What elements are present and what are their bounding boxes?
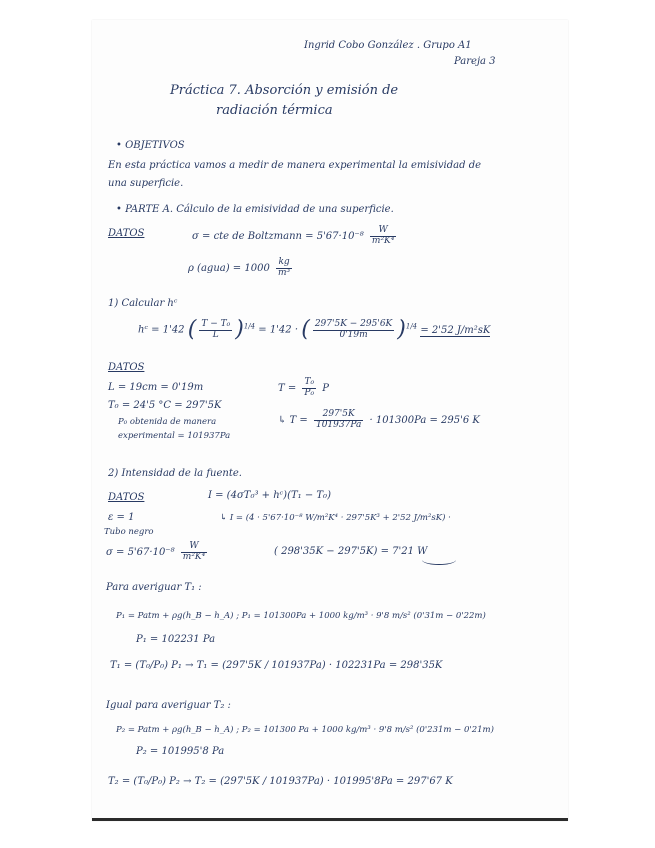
page-title: Práctica 7. Absorción y emisión de xyxy=(170,83,399,98)
hc-result: = 2'52 J/m²sK xyxy=(420,324,491,336)
t-arrow: ↳ T = xyxy=(278,414,308,426)
t-frac-num: T₀ xyxy=(302,378,316,389)
t-frac xyxy=(302,378,316,399)
sigma-val-units xyxy=(181,542,207,563)
t2-tail: · 101300Pa = 295'6 K xyxy=(369,414,480,426)
pair-number: Pareja 3 xyxy=(454,56,496,67)
hc-mid: = 1'42 · xyxy=(258,324,299,336)
datos3-label: DATOS xyxy=(108,492,145,503)
hc-frac2-den: 0'19m xyxy=(339,329,368,340)
step1-heading: 1) Calcular hᶜ xyxy=(108,298,178,309)
rho-units xyxy=(276,258,292,279)
p0-note-2: experimental = 101937Pa xyxy=(118,431,231,441)
p2-equation: P₂ = Patm + ρg(h_B − h_A) ; P₂ = 101300 Pa + 1000 kg/m³ · 9'8 m/s² (0'231m − 0'21m) xyxy=(116,725,494,735)
hc-frac2 xyxy=(313,320,394,341)
hc-exponent-2: 1/4 xyxy=(405,322,418,331)
t2-frac-den: 101937Pa xyxy=(315,419,362,430)
result-underline-arc xyxy=(422,560,456,565)
objectives-heading: • OBJETIVOS xyxy=(116,140,185,151)
t-frac-den: P₀ xyxy=(304,387,315,398)
hc-lhs: hᶜ = 1'42 xyxy=(138,324,185,336)
hc-formula: hᶜ = 1'42 ( $\frac{\text{T − T₀}}{L}$ )$^{1/4}$ = 1'42 · ( $\frac{297'5K - 295'6K}{0'19m}$ )$^{1/4}$ = 2'52 J/m²sK xyxy=(138,317,491,342)
emissivity: ε = 1 xyxy=(108,512,135,523)
rho-water xyxy=(188,258,295,279)
intensity-result: ( 298'35K − 297'5K) = 7'21 W xyxy=(274,546,428,557)
sigma-constant xyxy=(192,226,399,247)
t2-equation: T₂ = (T₀/P₀) P₂ → T₂ = (297'5K / 101937Pa) · 101995'8Pa = 297'67 K xyxy=(108,776,453,787)
hc-frac2-num: 297'5K − 295'6K xyxy=(314,318,393,329)
intensity-formula: I = (4σT₀³ + hᶜ)(T₁ − T₀) xyxy=(208,490,331,501)
sigma-units-den: m²K⁴ xyxy=(371,235,395,246)
t2-frac-num: 297'5K xyxy=(314,410,363,421)
p1-equation: P₁ = Patm + ρg(h_B − h_A) ; P₁ = 101300Pa + 1000 kg/m³ · 9'8 m/s² (0'31m − 0'22m) xyxy=(116,611,486,621)
notebook-page xyxy=(92,20,568,821)
t1-heading: Para averiguar T₁ : xyxy=(106,582,202,593)
sigma-text: σ = cte de Boltzmann = 5'67·10⁻⁸ xyxy=(192,230,364,242)
datos-label: DATOS xyxy=(108,228,145,239)
rho-text: ρ (agua) = 1000 xyxy=(188,262,270,274)
rho-units-num: kg xyxy=(276,258,292,269)
step2-heading: 2) Intensidad de la fuente. xyxy=(108,468,242,479)
t0-value: T₀ = 24'5 °C = 297'5K xyxy=(108,400,222,411)
t-over-p-formula xyxy=(278,378,329,399)
t-eq: T = xyxy=(278,382,297,394)
p2-value: P₂ = 101995'8 Pa xyxy=(136,746,225,757)
hc-frac-num: T − T₀ xyxy=(201,318,231,329)
p1-value: P₁ = 102231 Pa xyxy=(136,634,216,645)
intensity-substitution: ↳ I = (4 · 5'67·10⁻⁸ W/m²K⁴ · 297'5K³ + 2'52 J/m²sK) · xyxy=(220,513,451,523)
t2-heading: Igual para averiguar T₂ : xyxy=(106,700,231,711)
sigma-val-text: σ = 5'67·10⁻⁸ xyxy=(106,546,175,558)
hc-exponent: 1/4 xyxy=(243,322,256,331)
sigma-val-num: W xyxy=(181,542,207,553)
page-title-line2: radiación térmica xyxy=(216,103,333,118)
t-result-formula xyxy=(278,410,480,431)
hc-frac-den: L xyxy=(212,329,219,340)
datos2-label: DATOS xyxy=(108,362,145,373)
objectives-text: En esta práctica vamos a medir de manera experimental la emisividad de xyxy=(108,160,482,171)
rho-units-den: m³ xyxy=(278,267,291,278)
t-eq-tail: P xyxy=(322,382,330,394)
length-value: L = 19cm = 0'19m xyxy=(108,382,204,393)
p0-note: P₀ obtenida de manera xyxy=(118,417,217,427)
sigma-units xyxy=(370,226,396,247)
t2-frac xyxy=(314,410,363,431)
sigma-val-den: m²K⁴ xyxy=(182,551,206,562)
objectives-text-2: una superficie. xyxy=(108,178,184,189)
sigma-value xyxy=(106,542,210,563)
black-tube-note: Tubo negro xyxy=(104,527,154,537)
part-a-heading: • PARTE A. Cálculo de la emisividad de una superficie. xyxy=(116,204,394,215)
hc-frac xyxy=(199,320,232,341)
t1-equation: T₁ = (T₀/P₀) P₁ → T₁ = (297'5K / 101937Pa) · 102231Pa = 298'35K xyxy=(110,660,443,671)
author-group: Ingrid Cobo González . Grupo A1 xyxy=(304,40,472,51)
sigma-units-num: W xyxy=(370,226,396,237)
